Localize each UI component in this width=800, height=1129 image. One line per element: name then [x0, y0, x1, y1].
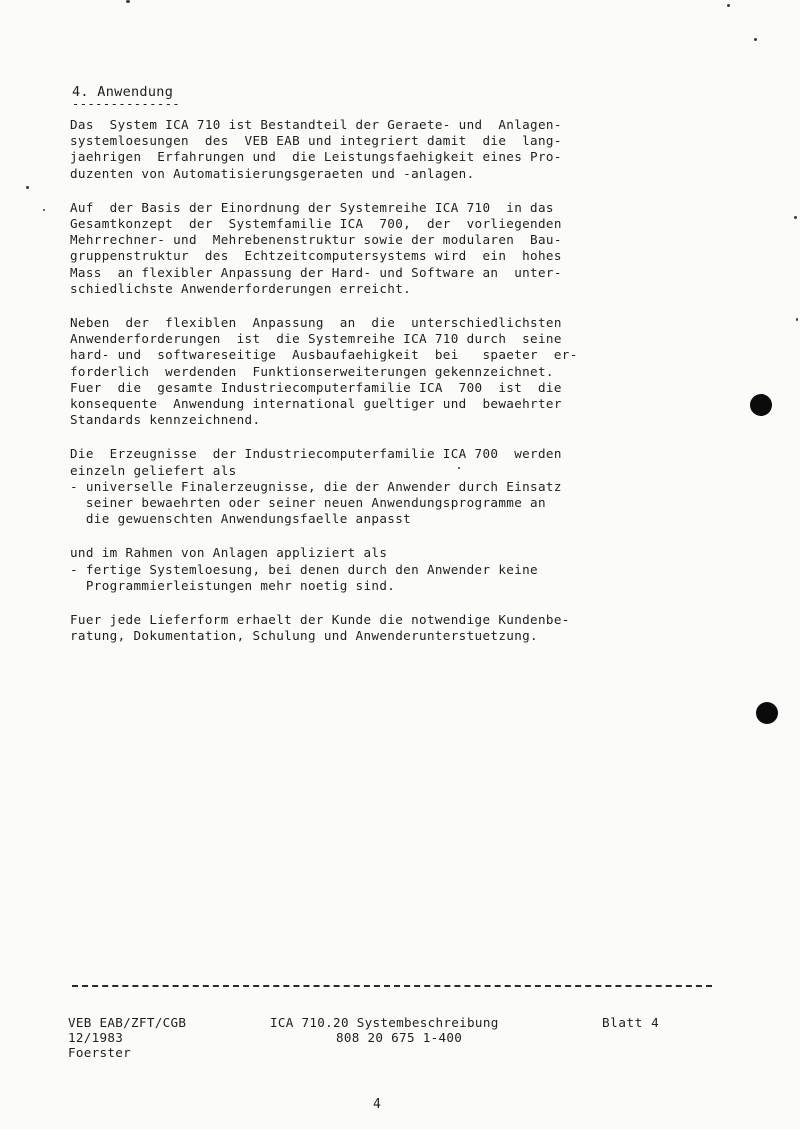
- paragraph: [70, 612, 690, 644]
- text-line: schiedlichste Anwenderforderungen erreicht.: [70, 280, 412, 296]
- scan-speck: [754, 38, 757, 41]
- scan-speck: [727, 4, 730, 7]
- footer-org: VEB EAB/ZFT/CGB: [68, 1015, 187, 1030]
- text-line: Neben der flexiblen Anpassung an die unterschiedlichsten: [70, 315, 562, 331]
- text-line: Auf der Basis der Einordnung der Systemreihe ICA 710 in das: [70, 199, 554, 215]
- text-line: die gewuenschten Anwendungsfaelle anpasst: [70, 511, 412, 527]
- footer-doc-number: 808 20 675 1-400: [336, 1030, 463, 1045]
- text-line: ratung, Dokumentation, Schulung und Anwenderunterstuetzung.: [70, 628, 538, 644]
- footer-title: ICA 710.20 Systembeschreibung: [270, 1015, 499, 1030]
- text-line: jaehrigen Erfahrungen und die Leistungsfaehigkeit eines Pro-: [70, 149, 562, 165]
- text-line: einzeln geliefert als: [70, 462, 237, 478]
- paragraph: [70, 117, 690, 182]
- paragraph: [70, 545, 690, 594]
- text-line: Das System ICA 710 ist Bestandteil der Geraete- und Anlagen-: [70, 117, 562, 132]
- footer-date: 12/1983: [68, 1030, 124, 1045]
- scan-speck: [796, 318, 798, 321]
- paragraph: [70, 200, 690, 297]
- scan-speck: [458, 467, 460, 469]
- text-line: - universelle Finalerzeugnisse, die der Anwender durch Einsatz: [70, 478, 562, 494]
- body-text: [70, 117, 690, 662]
- text-line: Fuer jede Lieferform erhaelt der Kunde die notwendige Kundenbe-: [70, 612, 570, 628]
- page-number: 4: [373, 1097, 381, 1112]
- footer-author: Foerster: [68, 1045, 132, 1060]
- text-line: - fertige Systemloesung, bei denen durch den Anwender keine: [70, 561, 538, 577]
- scan-speck: [794, 216, 797, 219]
- punch-hole: [756, 702, 778, 724]
- text-line: seiner bewaehrten oder seiner neuen Anwendungsprogramme an: [70, 495, 546, 511]
- heading-underline: --------------: [72, 97, 181, 111]
- footer-author-block: [68, 1015, 186, 1060]
- text-line: Die Erzeugnisse der Industriecomputerfamilie ICA 700 werden: [70, 446, 562, 462]
- text-line: Mehrrechner- und Mehrebenenstruktur sowie der modularen Bau-: [70, 232, 562, 248]
- footer-title-block: [270, 1015, 499, 1045]
- text-line: Fuer die gesamte Industriecomputerfamilie ICA 700 ist die: [70, 379, 562, 395]
- section-heading: 4. Anwendung: [72, 84, 174, 100]
- text-line: hard- und softwareseitige Ausbaufaehigkeit bei spaeter er-: [70, 347, 578, 363]
- paragraph: [70, 446, 690, 527]
- scan-speck: [126, 0, 130, 3]
- text-line: gruppenstruktur des Echtzeitcomputersystems wird ein hohes: [70, 248, 562, 264]
- text-line: konsequente Anwendung international gueltiger und bewaehrter: [70, 396, 562, 412]
- punch-hole: [750, 394, 772, 416]
- text-line: duzenten von Automatisierungsgeraeten und -anlagen.: [70, 165, 475, 181]
- text-line: Programmierleistungen mehr noetig sind.: [70, 577, 396, 593]
- scan-speck: [26, 186, 29, 189]
- paragraph: [70, 315, 690, 428]
- text-line: Standards kennzeichnend.: [70, 412, 261, 428]
- footer-sheet: Blatt 4: [602, 1015, 660, 1030]
- text-line: und im Rahmen von Anlagen appliziert als: [70, 545, 388, 561]
- footer-divider: [72, 985, 712, 987]
- text-line: Gesamtkonzept der Systemfamilie ICA 700, der vorliegenden: [70, 216, 562, 232]
- text-line: Mass an flexibler Anpassung der Hard- und Software an unter-: [70, 264, 562, 280]
- scan-speck: [43, 209, 45, 211]
- text-line: Anwenderforderungen ist die Systemreihe ICA 710 durch seine: [70, 331, 562, 347]
- text-line: forderlich werdenden Funktionserweiterungen gekennzeichnet.: [70, 363, 554, 379]
- text-line: systemloesungen des VEB EAB und integriert damit die lang-: [70, 133, 562, 149]
